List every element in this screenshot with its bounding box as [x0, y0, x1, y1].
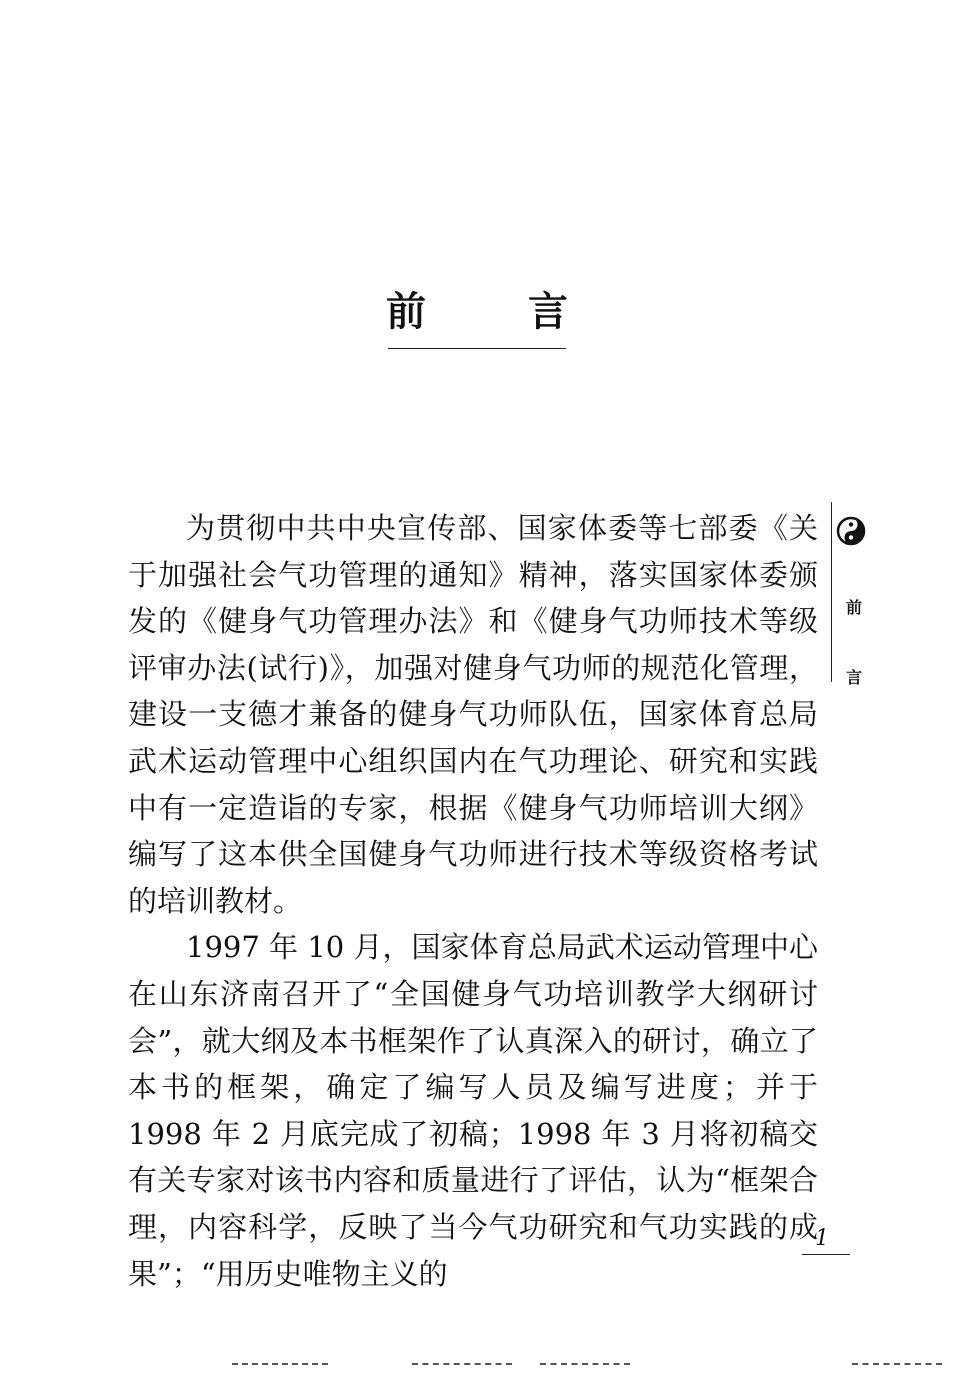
page-number-rule: [802, 1254, 850, 1255]
scan-edge-mark: [540, 1363, 630, 1365]
side-tab-label: 前言: [845, 598, 862, 687]
side-tab-divider: [831, 502, 832, 682]
paragraph: 1997 年 10 月，国家体育总局武术运动管理中心在山东济南召开了“全国健身气功培训教学大纲研讨会”，就大纲及本书框架作了认真深入的研讨，确立了本书的框架，确定了编写人员及编写进度；并于 1998 年 2 月底完成了初稿；1998 年 3 月将初稿交有关专家对该书内容和质量进行了评估，认为“框架合理，内容科学，反映了当今气功研究和气功实践的成果”；“用历史唯物主义的: [128, 930, 818, 1291]
scan-edge-mark: [852, 1363, 942, 1365]
scan-edge-mark: [412, 1363, 512, 1365]
page-title: 前 言: [386, 288, 612, 335]
page-number: 1: [815, 1226, 829, 1251]
title-underline: [388, 348, 566, 349]
body-text: [128, 505, 818, 1297]
yin-yang-icon: [836, 516, 866, 546]
scan-edge-mark: [232, 1363, 328, 1365]
paragraph: 为贯彻中共中央宣传部、国家体委等七部委《关于加强社会气功管理的通知》精神，落实国家体委颁发的《健身气功管理办法》和《健身气功师技术等级评审办法(试行)》，加强对健身气功师的规范化管理，建设一支德才兼备的健身气功师队伍，国家体育总局武术运动管理中心组织国内在气功理论、研究和实践中有一定造诣的专家，根据《健身气功师培训大纲》编写了这本供全国健身气功师进行技术等级资格考试的培训教材。: [128, 511, 818, 918]
